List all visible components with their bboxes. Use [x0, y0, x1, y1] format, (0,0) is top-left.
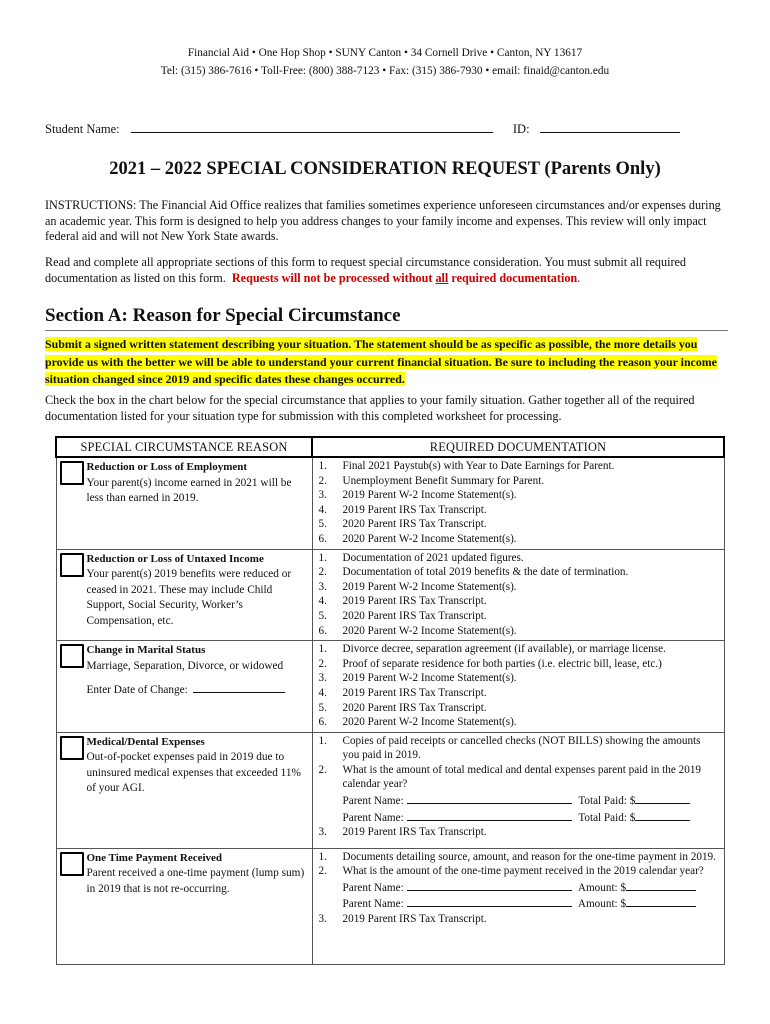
col-header-reason: SPECIAL CIRCUMSTANCE REASON	[56, 437, 312, 457]
list-item: 4. 2019 Parent IRS Tax Transcript.	[318, 686, 487, 699]
check-box-instructions: Check the box in the chart below for the special circumstance that applies to your family situation. Gather together all of the required documentation listed for your situation type for submission with this completed worksheet for processing.	[45, 393, 695, 423]
circumstance-description: Parent received a one-time payment (lump sum) in 2019 that is not re-occurring.	[86, 867, 305, 895]
list-item: 4. 2019 Parent IRS Tax Transcript.	[318, 503, 487, 516]
parent-name-field[interactable]	[407, 895, 572, 907]
list-item: 6. 2020 Parent W-2 Income Statement(s).	[318, 532, 517, 545]
list-item: 1. Copies of paid receipts or cancelled checks (NOT BILLS) showing the amounts you paid in 2019.	[318, 734, 701, 762]
total-paid-field[interactable]	[635, 809, 690, 821]
date-of-change-label: Enter Date of Change:	[86, 684, 188, 697]
list-item: 3. 2019 Parent IRS Tax Transcript.	[318, 826, 487, 839]
parent-payment-row: Parent Name: Amount: $	[317, 895, 718, 912]
table-row	[56, 549, 724, 641]
table-row	[56, 641, 724, 733]
col-header-documentation: REQUIRED DOCUMENTATION	[312, 437, 724, 457]
table-row	[56, 848, 724, 964]
checkbox-employment-loss[interactable]	[60, 461, 84, 485]
circumstance-name: Reduction or Loss of Untaxed Income	[86, 552, 264, 565]
circumstance-description: Your parent(s) income earned in 2021 will be less than earned in 2019.	[86, 476, 292, 505]
office-contact-line: Financial Aid • One Hop Shop • SUNY Canton • 34 Cornell Drive • Canton, NY 13617	[187, 47, 583, 59]
checkbox-medical-expenses[interactable]	[60, 736, 84, 760]
list-item: 3. 2019 Parent IRS Tax Transcript.	[318, 913, 487, 926]
instructions-text: INSTRUCTIONS: The Financial Aid Office realizes that families sometimes experience unforeseen circumstances and/or expenses during an academic year. This form is designed to help you address changes to your family income and expenses. This review will only impact federal aid and will not New York State awards.	[45, 198, 721, 244]
list-item: 3. 2019 Parent W-2 Income Statement(s).	[318, 672, 517, 685]
section-divider	[45, 330, 728, 331]
list-item: 1. Documentation of 2021 updated figures.	[318, 551, 524, 564]
parent-payment-row: Parent Name: Amount: $	[317, 879, 718, 896]
list-item: 2. What is the amount of the one-time payment received in the 2019 calendar year?	[318, 865, 704, 878]
circumstance-name: One Time Payment Received	[86, 851, 223, 864]
checkbox-marital-status[interactable]	[60, 644, 84, 668]
circumstance-table	[55, 436, 725, 965]
student-name-field[interactable]	[131, 119, 493, 133]
circumstance-name: Change in Marital Status	[86, 644, 206, 657]
parent-expense-row: Parent Name: Total Paid: $	[317, 792, 718, 809]
list-item: 5. 2020 Parent IRS Tax Transcript.	[318, 609, 487, 622]
date-of-change-row	[87, 681, 308, 699]
phone-contact-line: Tel: (315) 386-7616 • Toll-Free: (800) 388-7123 • Fax: (315) 386-7930 • email: finaid@canton.edu	[160, 65, 610, 77]
amount-field[interactable]	[626, 879, 696, 891]
table-row	[56, 457, 724, 549]
doc-list	[317, 850, 718, 879]
list-item: 4. 2019 Parent IRS Tax Transcript.	[318, 595, 487, 608]
parent-expense-row: Parent Name: Total Paid: $	[317, 809, 718, 826]
circumstance-name: Medical/Dental Expenses	[86, 735, 205, 748]
parent-name-field[interactable]	[407, 809, 572, 821]
amount-field[interactable]	[626, 895, 696, 907]
table-row	[56, 732, 724, 848]
circumstance-description: Your parent(s) 2019 benefits were reduced or ceased in 2021. These may include Child Support, Social Security, Worker’s Compensation, etc.	[86, 568, 292, 627]
list-item: 1. Divorce decree, separation agreement (if available), or marriage license.	[318, 643, 666, 656]
doc-list	[317, 459, 718, 547]
circumstance-description: Marriage, Separation, Divorce, or widowed	[86, 659, 284, 672]
doc-list	[317, 551, 718, 639]
list-item: 1. Documents detailing source, amount, and reason for the one-time payment in 2019.	[318, 850, 716, 863]
form-title: 2021 – 2022 SPECIAL CONSIDERATION REQUEST (Parents Only)	[109, 159, 661, 179]
circumstance-description: Out-of-pocket expenses paid in 2019 due to uninsured medical expenses that exceeded 11% of your AGI.	[86, 751, 301, 795]
statement-instructions: Submit a signed written statement describing your situation. The statement should be as specific as possible, the more details you provide us with the better we will be able to understand your current financial situation. Be sure to including the reason your income situation changed since 2019 and specific dates these changes occurred.	[45, 337, 717, 387]
read-complete-text: Read and complete all appropriate sections of this form to request special circumstance consideration. You must submit all required documentation as listed on this form.	[45, 255, 687, 285]
list-item: 1. Final 2021 Paystub(s) with Year to Date Earnings for Parent.	[318, 460, 615, 472]
student-info-row	[45, 119, 680, 137]
doc-list	[317, 825, 718, 840]
total-paid-field[interactable]	[635, 792, 690, 804]
doc-list	[317, 912, 718, 927]
date-of-change-field[interactable]	[193, 681, 285, 693]
section-a-title: Section A: Reason for Special Circumstance	[45, 305, 401, 326]
list-item: 6. 2020 Parent W-2 Income Statement(s).	[318, 624, 517, 637]
student-id-field[interactable]	[540, 119, 680, 133]
doc-list	[317, 734, 718, 792]
checkbox-untaxed-income[interactable]	[60, 553, 84, 577]
list-item: 6. 2020 Parent W-2 Income Statement(s).	[318, 716, 517, 729]
requirements-paragraph: Read and complete all appropriate sections of this form to request special circumstance consideration. You must submit all required documentation as listed on this form. Requests will not be processed without all required documentation.	[45, 255, 687, 285]
student-id-label: ID:	[512, 122, 530, 136]
circumstance-name: Reduction or Loss of Employment	[86, 461, 248, 473]
parent-name-field[interactable]	[407, 879, 572, 891]
list-item: 5. 2020 Parent IRS Tax Transcript.	[318, 518, 487, 531]
list-item: 3. 2019 Parent W-2 Income Statement(s).	[318, 580, 517, 593]
list-item: 2. Documentation of total 2019 benefits & the date of termination.	[318, 566, 629, 579]
parent-name-field[interactable]	[407, 792, 572, 804]
doc-list	[317, 642, 718, 730]
list-item: 5. 2020 Parent IRS Tax Transcript.	[318, 701, 487, 714]
checkbox-one-time-payment[interactable]	[60, 852, 84, 876]
list-item: 2. What is the amount of total medical and dental expenses parent paid in the 2019 calendar year?	[318, 763, 702, 791]
list-item: 2. Proof of separate residence for both parties (i.e. electric bill, lease, etc.)	[318, 657, 662, 670]
list-item: 3. 2019 Parent W-2 Income Statement(s).	[318, 489, 517, 502]
student-name-label: Student Name:	[45, 122, 120, 136]
warning-text: Requests will not be processed without all required documentation	[231, 270, 578, 285]
list-item: 2. Unemployment Benefit Summary for Parent.	[318, 474, 545, 487]
